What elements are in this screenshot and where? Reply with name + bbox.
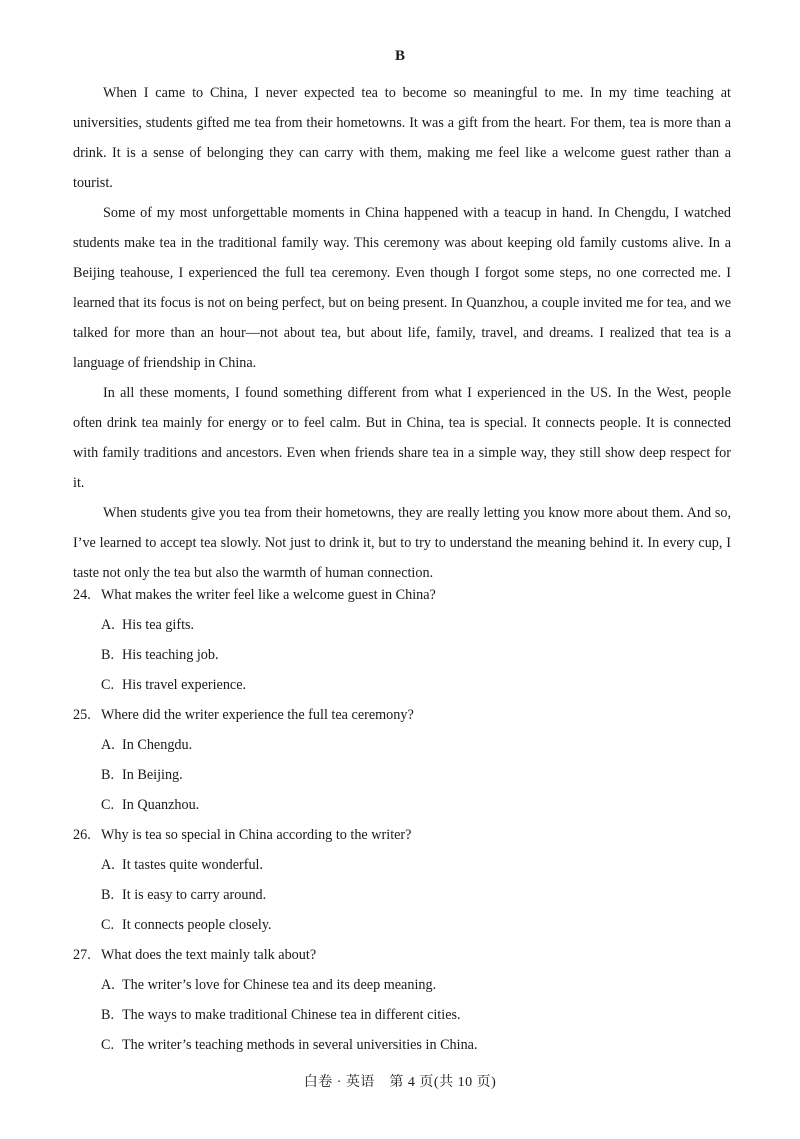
option-letter: A. [101, 737, 115, 753]
option-letter: C. [101, 797, 115, 813]
question-text: Why is tea so special in China according to the writer? [101, 827, 412, 843]
question-number: 25. [73, 707, 91, 723]
passage-paragraph: In all these moments, I found something different from what I experienced in the US. In the West, people often drink tea mainly for energy or to feel calm. But in China, tea is special. It connects people. It is connected with family traditions and ancestors. Even when friends share tea in a simple way, they still show deep respect for it. [73, 385, 731, 491]
question-stem [73, 940, 731, 970]
option-text: It is easy to carry around. [122, 887, 267, 903]
question-text: Where did the writer experience the full tea ceremony? [101, 707, 414, 723]
option-letter: B. [101, 1007, 115, 1023]
answer-option [73, 640, 731, 670]
option-text: His teaching job. [122, 647, 219, 663]
answer-option [73, 760, 731, 790]
reading-passage [73, 78, 731, 588]
answer-option [73, 790, 731, 820]
option-letter: A. [101, 857, 115, 873]
option-text: In Chengdu. [122, 737, 193, 753]
answer-option [73, 1030, 731, 1060]
answer-option [73, 970, 731, 1000]
option-letter: B. [101, 647, 115, 663]
option-text: It tastes quite wonderful. [122, 857, 264, 873]
option-text: The ways to make traditional Chinese tea in different cities. [122, 1007, 461, 1023]
passage-paragraph: When students give you tea from their hometowns, they are really letting you know more about them. And so, I’ve learned to accept tea slowly. Not just to drink it, but to try to understand the meaning behind it. In every cup, I taste not only the tea but also the warmth of human connection. [73, 505, 731, 581]
answer-option [73, 910, 731, 940]
answer-option [73, 880, 731, 910]
option-text: His tea gifts. [122, 617, 195, 633]
option-letter: B. [101, 767, 115, 783]
answer-option [73, 670, 731, 700]
option-letter: A. [101, 617, 115, 633]
section-heading: B [394, 48, 405, 64]
answer-option [73, 730, 731, 760]
option-letter: A. [101, 977, 115, 993]
question-list [73, 580, 731, 1060]
question-stem [73, 580, 731, 610]
option-letter: B. [101, 887, 115, 903]
question-stem [73, 820, 731, 850]
option-text: It connects people closely. [122, 917, 272, 933]
answer-option [73, 610, 731, 640]
option-letter: C. [101, 677, 115, 693]
option-text: His travel experience. [122, 677, 247, 693]
question-26 [73, 820, 731, 940]
option-text: The writer’s teaching methods in several universities in China. [122, 1037, 478, 1053]
question-25 [73, 700, 731, 820]
page-footer: 白卷 · 英语 第 4 页(共 10 页) [303, 1075, 497, 1090]
option-letter: C. [101, 917, 115, 933]
question-text: What makes the writer feel like a welcome guest in China? [101, 587, 436, 603]
option-text: In Quanzhou. [122, 797, 200, 813]
option-letter: C. [101, 1037, 115, 1053]
question-text: What does the text mainly talk about? [101, 947, 317, 963]
answer-option [73, 1000, 731, 1030]
passage-paragraph: When I came to China, I never expected tea to become so meaningful to me. In my time teaching at universities, students gifted me tea from their hometowns. It was a gift from the heart. For them, tea is more than a drink. It is a sense of belonging they can carry with them, making me feel like a welcome guest rather than a tourist. [73, 85, 731, 191]
question-24 [73, 580, 731, 700]
option-text: The writer’s love for Chinese tea and its deep meaning. [122, 977, 437, 993]
question-number: 24. [73, 587, 91, 603]
question-stem [73, 700, 731, 730]
question-27 [73, 940, 731, 1060]
question-number: 26. [73, 827, 91, 843]
question-number: 27. [73, 947, 91, 963]
passage-paragraph: Some of my most unforgettable moments in China happened with a teacup in hand. In Chengdu, I watched students make tea in the traditional family way. This ceremony was about keeping old family customs alive. In a Beijing teahouse, I experienced the full tea ceremony. Even though I forgot some steps, no one corrected me. I learned that its focus is not on being perfect, but on being present. In Quanzhou, a couple invited me for tea, and we talked for more than an hour—not about tea, but about life, family, travel, and dreams. I realized that tea is a language of friendship in China. [73, 205, 731, 371]
answer-option [73, 850, 731, 880]
option-text: In Beijing. [122, 767, 183, 783]
